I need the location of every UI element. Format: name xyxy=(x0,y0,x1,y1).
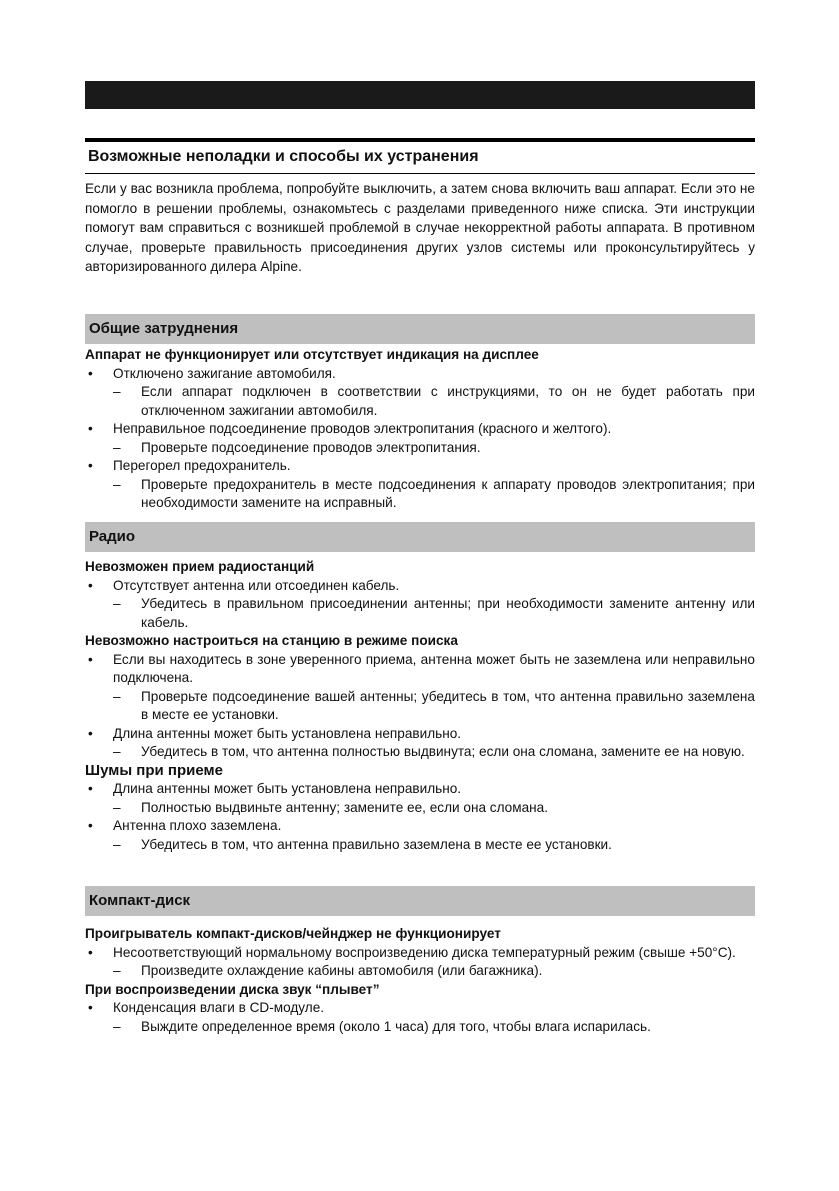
cause-item: • Несоответствующий нормальному воспроизведению диска температурный режим (свыше +50°С). xyxy=(85,944,755,963)
page-title: Возможные неполадки и способы их устранения xyxy=(85,138,755,174)
fix-item: – Проверьте предохранитель в месте подсоединения к аппарату проводов электропитания; при необходимости замените на исправный. xyxy=(85,476,755,513)
section-general xyxy=(85,346,755,513)
fix-item: – Убедитесь в том, что антенна полностью выдвинута; если она сломана, замените ее на новую. xyxy=(85,743,755,762)
cause-item: • Конденсация влаги в CD-модуле. xyxy=(85,999,755,1018)
fix-item: – Выждите определенное время (около 1 часа) для того, чтобы влага испарилась. xyxy=(85,1018,755,1037)
intro-paragraph: Если у вас возникла проблема, попробуйте выключить, а затем снова включить ваш аппарат. Если это не помогло в решении проблемы, ознакомьтесь с разделами приведенного ниже списка. Эти инструкции помогут вам справиться с возникшей проблемой в случае некорректной работы аппарата. В противном случае, проверьте правильность присоединения других узлов системы или проконсультируйтесь у авторизированного дилера Alpine. xyxy=(85,181,755,274)
header-bar xyxy=(85,81,755,109)
cause-item: • Если вы находитесь в зоне уверенного приема, антенна может быть не заземлена или неправильно подключена. xyxy=(85,651,755,688)
fix-item: – Убедитесь в том, что антенна правильно заземлена в месте ее установки. xyxy=(85,836,755,855)
problem-heading: Проигрыватель компакт-дисков/чейнджер не функционирует xyxy=(85,926,501,941)
cause-item: • Антенна плохо заземлена. xyxy=(85,817,755,836)
section-heading-radio: Радио xyxy=(85,522,755,552)
problem-heading: При воспроизведении диска звук “плывет” xyxy=(85,981,380,997)
fix-item: – Проверьте подсоединение вашей антенны; убедитесь в том, что антенна правильно заземлена в месте ее установки. xyxy=(85,688,755,725)
fix-item: – Произведите охлаждение кабины автомобиля (или багажника). xyxy=(85,962,755,981)
cause-item: • Длина антенны может быть установлена неправильно. xyxy=(85,780,755,799)
cause-item: • Отключено зажигание автомобиля. xyxy=(85,365,755,384)
cause-item: • Отсутствует антенна или отсоединен кабель. xyxy=(85,577,755,596)
fix-item: – Проверьте подсоединение проводов электропитания. xyxy=(85,439,755,458)
problem-heading: Невозможно настроиться на станцию в режиме поиска xyxy=(85,633,458,648)
problem-heading: Шумы при приеме xyxy=(85,761,223,779)
section-radio xyxy=(85,558,755,854)
section-cd xyxy=(85,925,755,1036)
fix-item: – Убедитесь в правильном присоединении антенны; при необходимости замените антенну или кабель. xyxy=(85,595,755,632)
fix-item: – Полностью выдвиньте антенну; замените ее, если она сломана. xyxy=(85,799,755,818)
section-heading-general: Общие затруднения xyxy=(85,314,755,344)
fix-item: – Если аппарат подключен в соответствии с инструкциями, то он не будет работать при отключенном зажигании автомобиля. xyxy=(85,383,755,420)
cause-item: • Неправильное подсоединение проводов электропитания (красного и желтого). xyxy=(85,420,755,439)
cause-item: • Перегорел предохранитель. xyxy=(85,457,755,476)
problem-heading: Невозможен прием радиостанций xyxy=(85,559,315,574)
section-heading-cd: Компакт-диск xyxy=(85,886,755,916)
problem-heading: Аппарат не функционирует или отсутствует индикация на дисплее xyxy=(85,347,539,362)
cause-item: • Длина антенны может быть установлена неправильно. xyxy=(85,725,755,744)
